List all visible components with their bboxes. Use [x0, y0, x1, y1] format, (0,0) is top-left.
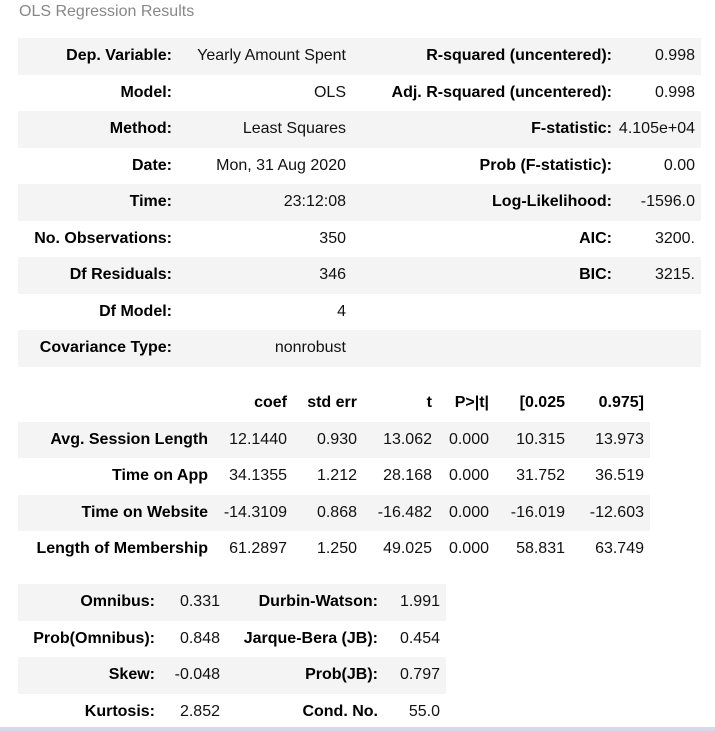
stat-value: 0.848	[161, 621, 226, 658]
table-row	[18, 111, 701, 148]
stat-label: R-squared (uncentered):	[352, 38, 618, 75]
stat-value	[618, 330, 701, 367]
table-row	[18, 184, 701, 221]
std-err-value: 0.930	[293, 422, 363, 459]
coef-value: 61.2897	[214, 531, 293, 568]
column-header: coef	[214, 385, 293, 422]
table-row	[18, 75, 701, 112]
table-row	[18, 694, 446, 731]
table-row	[18, 148, 701, 185]
column-header	[18, 385, 214, 422]
stat-value: 0.00	[618, 148, 701, 185]
stat-label: Dep. Variable:	[18, 38, 178, 75]
stat-value: -0.048	[161, 657, 226, 694]
stat-label: Kurtosis:	[18, 694, 161, 731]
stat-value: 0.454	[384, 621, 446, 658]
table-row	[18, 422, 650, 459]
t-value: -16.482	[363, 495, 438, 532]
table-caption: OLS Regression Results	[19, 3, 195, 20]
std-err-value: 0.868	[293, 495, 363, 532]
table-row	[18, 531, 650, 568]
table-row	[18, 330, 701, 367]
stat-value: nonrobust	[178, 330, 352, 367]
stat-label: AIC:	[352, 221, 618, 258]
t-value: 13.062	[363, 422, 438, 459]
table-row	[18, 38, 701, 75]
ci-upper-value: 63.749	[571, 531, 650, 568]
stat-value: 0.998	[618, 38, 701, 75]
coefficients-table	[18, 385, 650, 568]
stat-value: 3200.	[618, 221, 701, 258]
p-value: 0.000	[438, 495, 495, 532]
p-value: 0.000	[438, 458, 495, 495]
stat-label: Adj. R-squared (uncentered):	[352, 75, 618, 112]
stat-label: Cond. No.	[226, 694, 384, 731]
stat-value: Mon, 31 Aug 2020	[178, 148, 352, 185]
coef-value: -14.3109	[214, 495, 293, 532]
stat-value: 4	[178, 294, 352, 331]
t-value: 28.168	[363, 458, 438, 495]
column-header: t	[363, 385, 438, 422]
stat-label: BIC:	[352, 257, 618, 294]
stat-label: Log-Likelihood:	[352, 184, 618, 221]
stat-value: 0.331	[161, 584, 226, 621]
stat-label: Skew:	[18, 657, 161, 694]
table-row	[18, 621, 446, 658]
ci-lower-value: 58.831	[495, 531, 571, 568]
stat-value: 346	[178, 257, 352, 294]
stat-value	[618, 294, 701, 331]
column-header: std err	[293, 385, 363, 422]
stat-label: Method:	[18, 111, 178, 148]
ci-upper-value: 36.519	[571, 458, 650, 495]
stat-label: Prob (F-statistic):	[352, 148, 618, 185]
stat-label: Df Model:	[18, 294, 178, 331]
coef-value: 12.1440	[214, 422, 293, 459]
variable-name: Avg. Session Length	[18, 422, 214, 459]
stat-label: F-statistic:	[352, 111, 618, 148]
table-row	[18, 458, 650, 495]
stat-value: 2.852	[161, 694, 226, 731]
stat-label: Df Residuals:	[18, 257, 178, 294]
column-header: P>|t|	[438, 385, 495, 422]
column-header: [0.025	[495, 385, 571, 422]
stat-value: -1596.0	[618, 184, 701, 221]
table-row	[18, 257, 701, 294]
stat-label	[352, 294, 618, 331]
stat-value: 0.797	[384, 657, 446, 694]
stat-label: Time:	[18, 184, 178, 221]
std-err-value: 1.250	[293, 531, 363, 568]
t-value: 49.025	[363, 531, 438, 568]
stat-label: No. Observations:	[18, 221, 178, 258]
stat-value: 350	[178, 221, 352, 258]
std-err-value: 1.212	[293, 458, 363, 495]
model-summary-table	[18, 38, 701, 367]
stat-label: Date:	[18, 148, 178, 185]
variable-name: Time on App	[18, 458, 214, 495]
stat-label: Model:	[18, 75, 178, 112]
stat-value: Yearly Amount Spent	[178, 38, 352, 75]
ci-lower-value: -16.019	[495, 495, 571, 532]
stat-label: Jarque-Bera (JB):	[226, 621, 384, 658]
ci-lower-value: 31.752	[495, 458, 571, 495]
table-row	[18, 294, 701, 331]
ci-lower-value: 10.315	[495, 422, 571, 459]
variable-name: Length of Membership	[18, 531, 214, 568]
stat-value: 3215.	[618, 257, 701, 294]
ci-upper-value: 13.973	[571, 422, 650, 459]
horizontal-scrollbar[interactable]	[0, 727, 715, 731]
stat-value: OLS	[178, 75, 352, 112]
table-header-row	[18, 385, 650, 422]
stat-label: Prob(JB):	[226, 657, 384, 694]
coef-value: 34.1355	[214, 458, 293, 495]
p-value: 0.000	[438, 422, 495, 459]
stat-value: 23:12:08	[178, 184, 352, 221]
stat-label	[352, 330, 618, 367]
stat-label: Covariance Type:	[18, 330, 178, 367]
variable-name: Time on Website	[18, 495, 214, 532]
ci-upper-value: -12.603	[571, 495, 650, 532]
table-row	[18, 657, 446, 694]
stat-label: Prob(Omnibus):	[18, 621, 161, 658]
p-value: 0.000	[438, 531, 495, 568]
stat-value: 4.105e+04	[618, 111, 701, 148]
stat-value: 1.991	[384, 584, 446, 621]
column-header: 0.975]	[571, 385, 650, 422]
table-row	[18, 221, 701, 258]
stat-label: Durbin-Watson:	[226, 584, 384, 621]
stat-value: 55.0	[384, 694, 446, 731]
table-row	[18, 495, 650, 532]
diagnostics-table	[18, 584, 446, 730]
table-row	[18, 584, 446, 621]
stat-value: 0.998	[618, 75, 701, 112]
stat-value: Least Squares	[178, 111, 352, 148]
stat-label: Omnibus:	[18, 584, 161, 621]
